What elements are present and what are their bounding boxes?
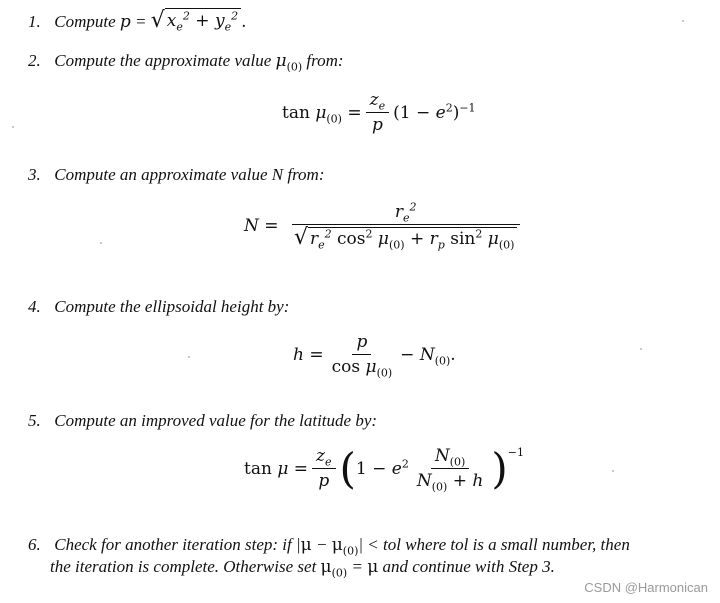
step-6-line-2 [50,556,555,578]
step-text: Compute the approximate value $\mu_{(0)}$ from: [54,51,344,74]
step-3 [28,164,325,186]
step-1: 1. Compute p = √ $x_e^2 + y_e^2$ . [28,8,247,34]
step-6 [28,534,630,556]
sqrt-formula: √ $x_e^2 + y_e^2$ [151,8,241,32]
step-text-line-1: Check for another iteration step: if $|\mu - \mu_{(0)}|$ < tol where tol is a small number, then [54,535,630,558]
step-number: 1. [28,12,41,31]
equation-4: h = $\frac{p}{\cos \mu_{(0)}}$ − $N_{(0)}$. [293,332,456,380]
watermark-text: CSDN @Harmonican [584,580,708,595]
step-4 [28,296,289,318]
scan-speck [12,126,14,128]
equation-5: tan μ = $\frac{z_e}{p}$ ( $1 - e^2$ $\frac{N_{(0)}}{N_{(0)} + h}$ ) $^{-1}$ [244,443,524,494]
scan-speck [640,348,642,350]
step-text: Compute an improved value for the latitude by: [54,411,378,430]
step-text: Compute an approximate value N from: [54,165,325,184]
scan-speck [612,470,614,472]
step-number: 2. [28,51,41,70]
equation-2: $\tan \mu_{(0)}$ = $\frac{z_e}{p}$ $(1 - e^2)^{-1}$ [282,90,476,135]
scan-speck [100,242,102,244]
scan-speck [188,356,190,358]
step-number: 4. [28,297,41,316]
step-number: 5. [28,411,41,430]
step-text: Compute the ellipsoidal height by: [54,297,290,316]
scan-speck [682,20,684,22]
step-text: Compute p = [54,12,151,32]
equation-3: N = $r_e^2$ √ $r_e^2$ $\cos^2 \mu_{(0)} + r_p$ $\sin^2 \mu_{(0)}$ [244,202,525,249]
step-number: 3. [28,165,41,184]
step-text-line-2: the iteration is complete. Otherwise set $\mu_{(0)} = \mu$ and continue with Step 3. [50,557,555,580]
step-5 [28,410,377,432]
step-2 [28,50,344,72]
step-number: 6. [28,535,41,554]
